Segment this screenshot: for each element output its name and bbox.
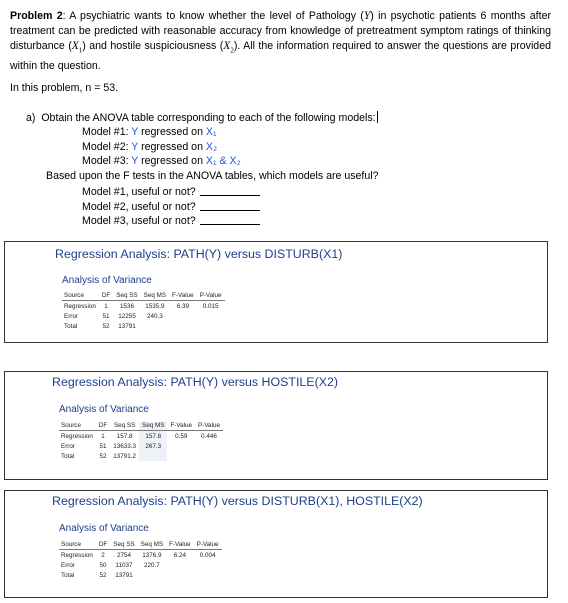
based-on-question: Based upon the F tests in the ANOVA tables, which models are useful? — [46, 170, 379, 182]
problem-text-b: ) in psychotic patients 6 months after treatment can be predicted with reasonable accuracy from knowledge of pretreatment symptom ratings of thinking disturbance ( — [10, 10, 551, 53]
model-line-1: Model #1: Y regressed on X₁ — [82, 126, 217, 138]
table-header-row: Source DF Seq SS Seq MS F-Value P-Value — [59, 422, 223, 431]
output-title: Regression Analysis: PATH(Y) versus HOSTILE(X2) — [52, 375, 338, 389]
table-row: Total 52 13791.2 — [59, 451, 223, 461]
useful-line-2: Model #2, useful or not? — [82, 200, 260, 213]
regression-output-3 — [4, 490, 548, 598]
answer-blank-3[interactable] — [200, 214, 260, 225]
answer-blank-2[interactable] — [200, 200, 260, 211]
anova-table — [59, 541, 222, 580]
problem-statement — [10, 9, 551, 74]
useful-line-1: Model #1, useful or not? — [82, 185, 260, 198]
output-subtitle: Analysis of Variance — [62, 275, 152, 286]
table-row: Total 52 13791 — [61, 572, 133, 579]
model-line-3: Model #3: Y regressed on X₁ & X₂ — [82, 155, 241, 167]
output-subtitle: Analysis of Variance — [59, 404, 149, 415]
problem-label: Problem 2 — [10, 10, 63, 22]
model-line-2: Model #2: Y regressed on X₂ — [82, 141, 218, 153]
table-row: Error 51 13633.3 267.3 — [59, 441, 223, 451]
problem-text-c: ) and hostile suspiciousness ( — [82, 40, 224, 53]
table-header-row: Source DF Seq SS Seq MS F-Value P-Value — [62, 292, 225, 301]
table-row: Error 50 11037 220.7 — [61, 562, 160, 569]
problem-text-a: : A psychiatric wants to know whether the level of Pathology ( — [62, 10, 364, 22]
problem-text-d: ). All the information required to answer the questions are provided within the question. — [10, 40, 551, 72]
var-y: Y — [363, 10, 371, 22]
var-x2: $X_2$ — [223, 40, 234, 55]
output-title: Regression Analysis: PATH(Y) versus DISTURB(X1) — [55, 247, 343, 261]
sample-size-line: In this problem, n = 53. — [10, 82, 119, 94]
var-x1: $X_1$ — [71, 40, 83, 55]
table-row: Total 52 13791 — [64, 323, 136, 330]
useful-line-3: Model #3, useful or not? — [82, 214, 260, 227]
question-marker: a) — [26, 112, 36, 124]
question-text: Obtain the ANOVA table corresponding to each of the following models: — [41, 112, 376, 124]
table-row: Regression 1 157.8 157.8 0.59 0.446 — [59, 431, 223, 442]
output-subtitle: Analysis of Variance — [59, 523, 149, 534]
anova-table — [59, 422, 223, 461]
answer-blank-1[interactable] — [200, 185, 260, 196]
text-cursor — [377, 111, 378, 123]
table-row: Regression 1 1536 1535.9 6.39 0.015 — [64, 303, 219, 310]
anova-table — [62, 292, 225, 331]
output-title: Regression Analysis: PATH(Y) versus DISTURB(X1), HOSTILE(X2) — [52, 494, 423, 508]
table-header-row: Source DF Seq SS Seq MS F-Value P-Value — [59, 541, 222, 550]
regression-output-1 — [4, 241, 548, 343]
question-a — [26, 111, 378, 126]
table-row: Error 51 12255 240.3 — [64, 313, 163, 320]
regression-output-2 — [4, 371, 548, 480]
table-row: Regression 2 2754 1376.9 6.24 0.004 — [61, 552, 216, 559]
